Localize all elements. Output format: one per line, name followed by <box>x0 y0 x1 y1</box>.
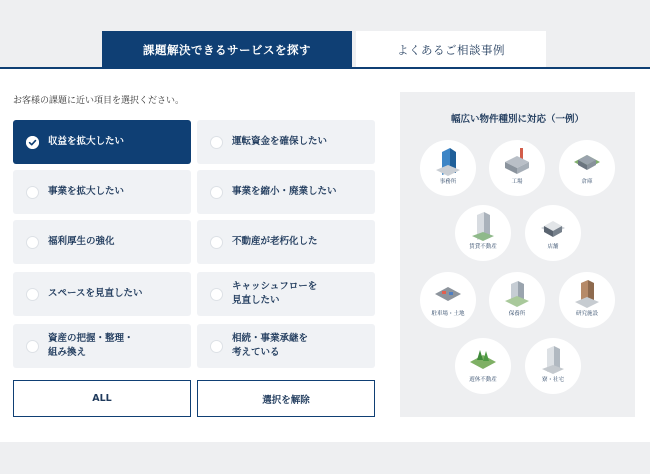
store-icon <box>538 211 568 241</box>
dormitory-icon <box>539 344 567 374</box>
option-secure-working-capital[interactable] <box>197 120 375 164</box>
tab-find-services[interactable]: 課題解決できるサービスを探す <box>102 31 352 68</box>
radio-circle-icon <box>26 340 39 353</box>
option-inheritance[interactable] <box>197 324 375 368</box>
idle-land-icon <box>468 344 498 374</box>
option-aging-property[interactable] <box>197 220 375 264</box>
option-review-cashflow[interactable] <box>197 272 375 316</box>
option-label: 福利厚生の強化 <box>48 236 115 248</box>
radio-circle-icon <box>210 136 223 149</box>
radio-circle-icon <box>26 288 39 301</box>
property-factory: 工場 <box>489 140 545 196</box>
instruction-text: お客様の課題に近い項目を選択ください。 <box>13 96 185 106</box>
option-label: 不動産が老朽化した <box>232 236 318 248</box>
radio-circle-icon <box>26 186 39 199</box>
radio-circle-icon <box>210 340 223 353</box>
property-store: 店舗 <box>525 205 581 261</box>
radio-circle-icon <box>26 236 39 249</box>
option-label: 運転資金を確保したい <box>232 136 328 148</box>
option-review-space[interactable] <box>13 272 191 316</box>
resort-facility-icon <box>502 278 532 308</box>
property-types-panel <box>400 92 635 417</box>
option-increase-revenue[interactable] <box>13 120 191 164</box>
tab-bar <box>0 0 650 70</box>
property-dormitory: 寮・社宅 <box>525 338 581 394</box>
radio-circle-icon <box>210 288 223 301</box>
property-resort: 保養所 <box>489 272 545 328</box>
option-label: 収益を拡大したい <box>48 136 125 148</box>
panel-title: 幅広い物件種別に対応（一例） <box>450 114 584 125</box>
factory-icon <box>502 146 532 176</box>
option-label: キャッシュフローを 見直したい <box>232 281 318 306</box>
property-rental: 賃貸不動産 <box>455 205 511 261</box>
all-button[interactable]: ALL <box>13 380 191 417</box>
radio-circle-icon <box>210 236 223 249</box>
property-research: 研究施設 <box>559 272 615 328</box>
warehouse-icon <box>572 146 602 176</box>
option-expand-business[interactable] <box>13 170 191 214</box>
tab-consultation-cases[interactable]: よくあるご相談事例 <box>356 31 546 68</box>
option-label: 事業を拡大したい <box>48 186 125 198</box>
option-label: 資産の把握・整理・ 組み換え <box>48 333 134 358</box>
property-warehouse: 倉庫 <box>559 140 615 196</box>
check-circle-icon <box>26 136 39 149</box>
option-label: スペースを見直したい <box>48 288 143 300</box>
office-building-icon <box>434 146 462 176</box>
option-asset-review[interactable] <box>13 324 191 368</box>
property-parking: 駐車場・土地 <box>420 272 476 328</box>
parking-lot-icon <box>433 278 463 308</box>
option-welfare[interactable] <box>13 220 191 264</box>
service-finder-panel <box>0 69 650 442</box>
rental-building-icon <box>469 211 497 241</box>
footer-strip <box>0 442 650 474</box>
option-label: 相続・事業承継を 考えている <box>232 333 309 358</box>
research-facility-icon <box>572 278 602 308</box>
clear-selection-button[interactable]: 選択を解除 <box>197 380 375 417</box>
property-idle: 遊休不動産 <box>455 338 511 394</box>
option-shrink-business[interactable] <box>197 170 375 214</box>
radio-circle-icon <box>210 186 223 199</box>
property-office: 事務所 <box>420 140 476 196</box>
option-label: 事業を縮小・廃業したい <box>232 186 337 198</box>
